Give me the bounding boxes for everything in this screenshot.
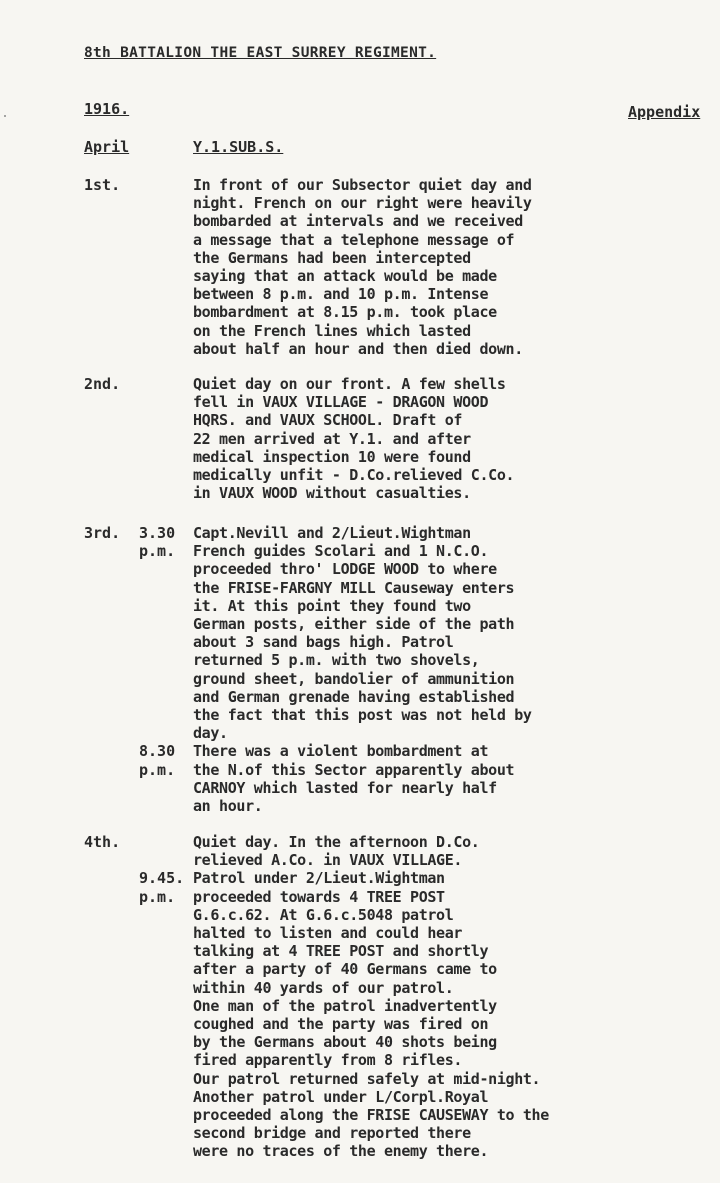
time-line: p.m.	[139, 542, 176, 561]
entry-date: 2nd.	[84, 375, 121, 393]
text-line: the Germans had been intercepted	[193, 248, 471, 267]
entry-times	[139, 524, 191, 560]
text-line: the N.of this Sector apparently about	[193, 760, 515, 779]
text-line: a message that a telephone message of	[193, 230, 515, 249]
text-line: bombarded at intervals and we received	[193, 212, 523, 231]
entry-date: 3rd.	[84, 524, 121, 542]
time-line: p.m.	[139, 887, 176, 906]
text-line: G.6.c.62. At G.6.c.5048 patrol	[193, 905, 454, 924]
text-line: within 40 yards of our patrol.	[193, 978, 454, 997]
time-line: p.m.	[139, 760, 176, 779]
entry-date: 4th.	[84, 833, 121, 851]
entry-text	[193, 524, 638, 815]
text-line: second bridge and reported there	[193, 1124, 471, 1143]
text-line: on the French lines which lasted	[193, 321, 471, 340]
text-line: proceeded thro' LODGE WOOD to where	[193, 560, 497, 579]
text-line: Another patrol under L/Corpl.Royal	[193, 1087, 489, 1106]
entry-times	[139, 869, 191, 905]
text-line: German posts, either side of the path	[193, 615, 515, 634]
text-line: CARNOY which lasted for nearly half	[193, 778, 497, 797]
text-line: about 3 sand bags high. Patrol	[193, 633, 454, 652]
text-line: the fact that this post was not held by	[193, 706, 532, 725]
text-line: fell in VAUX VILLAGE - DRAGON WOOD	[193, 393, 489, 412]
month-heading: April	[84, 138, 130, 156]
entry-text	[193, 375, 638, 502]
entry-text	[193, 833, 638, 1161]
text-line: medically unfit - D.Co.relieved C.Co.	[193, 466, 515, 485]
text-line: after a party of 40 Germans came to	[193, 960, 497, 979]
paper-speck	[4, 115, 6, 117]
time-line: 9.45.	[139, 869, 185, 888]
text-line: and German grenade having established	[193, 687, 515, 706]
text-line: the FRISE-FARGNY MILL Causeway enters	[193, 578, 515, 597]
text-line: French guides Scolari and 1 N.C.O.	[193, 542, 489, 561]
text-line: were no traces of the enemy there.	[193, 1142, 489, 1161]
sector-heading: Y.1.SUB.S.	[193, 138, 284, 156]
text-line: halted to listen and could hear	[193, 924, 463, 943]
text-line: an hour.	[193, 797, 263, 816]
text-line: saying that an attack would be made	[193, 267, 497, 286]
text-line: it. At this point they found two	[193, 596, 471, 615]
text-line: One man of the patrol inadvertently	[193, 996, 497, 1015]
entry-text	[193, 176, 638, 358]
appendix-label: Appendix	[628, 103, 701, 121]
text-line: proceeded along the FRISE CAUSEWAY to the	[193, 1106, 549, 1125]
entry-times	[139, 742, 191, 778]
time-line: 3.30	[139, 524, 176, 542]
text-line: returned 5 p.m. with two shovels,	[193, 651, 480, 670]
year-heading: 1916.	[84, 100, 130, 118]
text-line: medical inspection 10 were found	[193, 447, 471, 466]
text-line: relieved A.Co. in VAUX VILLAGE.	[193, 851, 463, 870]
text-line: Capt.Nevill and 2/Lieut.Wightman	[193, 524, 471, 542]
text-line: in VAUX WOOD without casualties.	[193, 484, 471, 503]
text-line: proceeded towards 4 TREE POST	[193, 887, 445, 906]
text-line: HQRS. and VAUX SCHOOL. Draft of	[193, 411, 463, 430]
text-line: talking at 4 TREE POST and shortly	[193, 942, 489, 961]
text-line: In front of our Subsector quiet day and	[193, 176, 532, 194]
document-title: 8th BATTALION THE EAST SURREY REGIMENT.	[84, 45, 437, 61]
text-line: 22 men arrived at Y.1. and after	[193, 429, 471, 448]
time-line: 8.30	[139, 742, 176, 761]
text-line: There was a violent bombardment at	[193, 742, 489, 761]
text-line: Patrol under 2/Lieut.Wightman	[193, 869, 445, 888]
text-line: bombardment at 8.15 p.m. took place	[193, 303, 497, 322]
text-line: Our patrol returned safely at mid-night.	[193, 1069, 541, 1088]
text-line: about half an hour and then died down.	[193, 339, 523, 358]
text-line: Quiet day. In the afternoon D.Co.	[193, 833, 480, 851]
text-line: ground sheet, bandolier of ammunition	[193, 669, 515, 688]
text-line: day.	[193, 724, 228, 743]
text-line: Quiet day on our front. A few shells	[193, 375, 506, 393]
entry-date: 1st.	[84, 176, 121, 194]
text-line: between 8 p.m. and 10 p.m. Intense	[193, 285, 489, 304]
text-line: coughed and the party was fired on	[193, 1015, 489, 1034]
text-line: night. French on our right were heavily	[193, 194, 532, 213]
text-line: by the Germans about 40 shots being	[193, 1033, 497, 1052]
text-line: fired apparently from 8 rifles.	[193, 1051, 463, 1070]
